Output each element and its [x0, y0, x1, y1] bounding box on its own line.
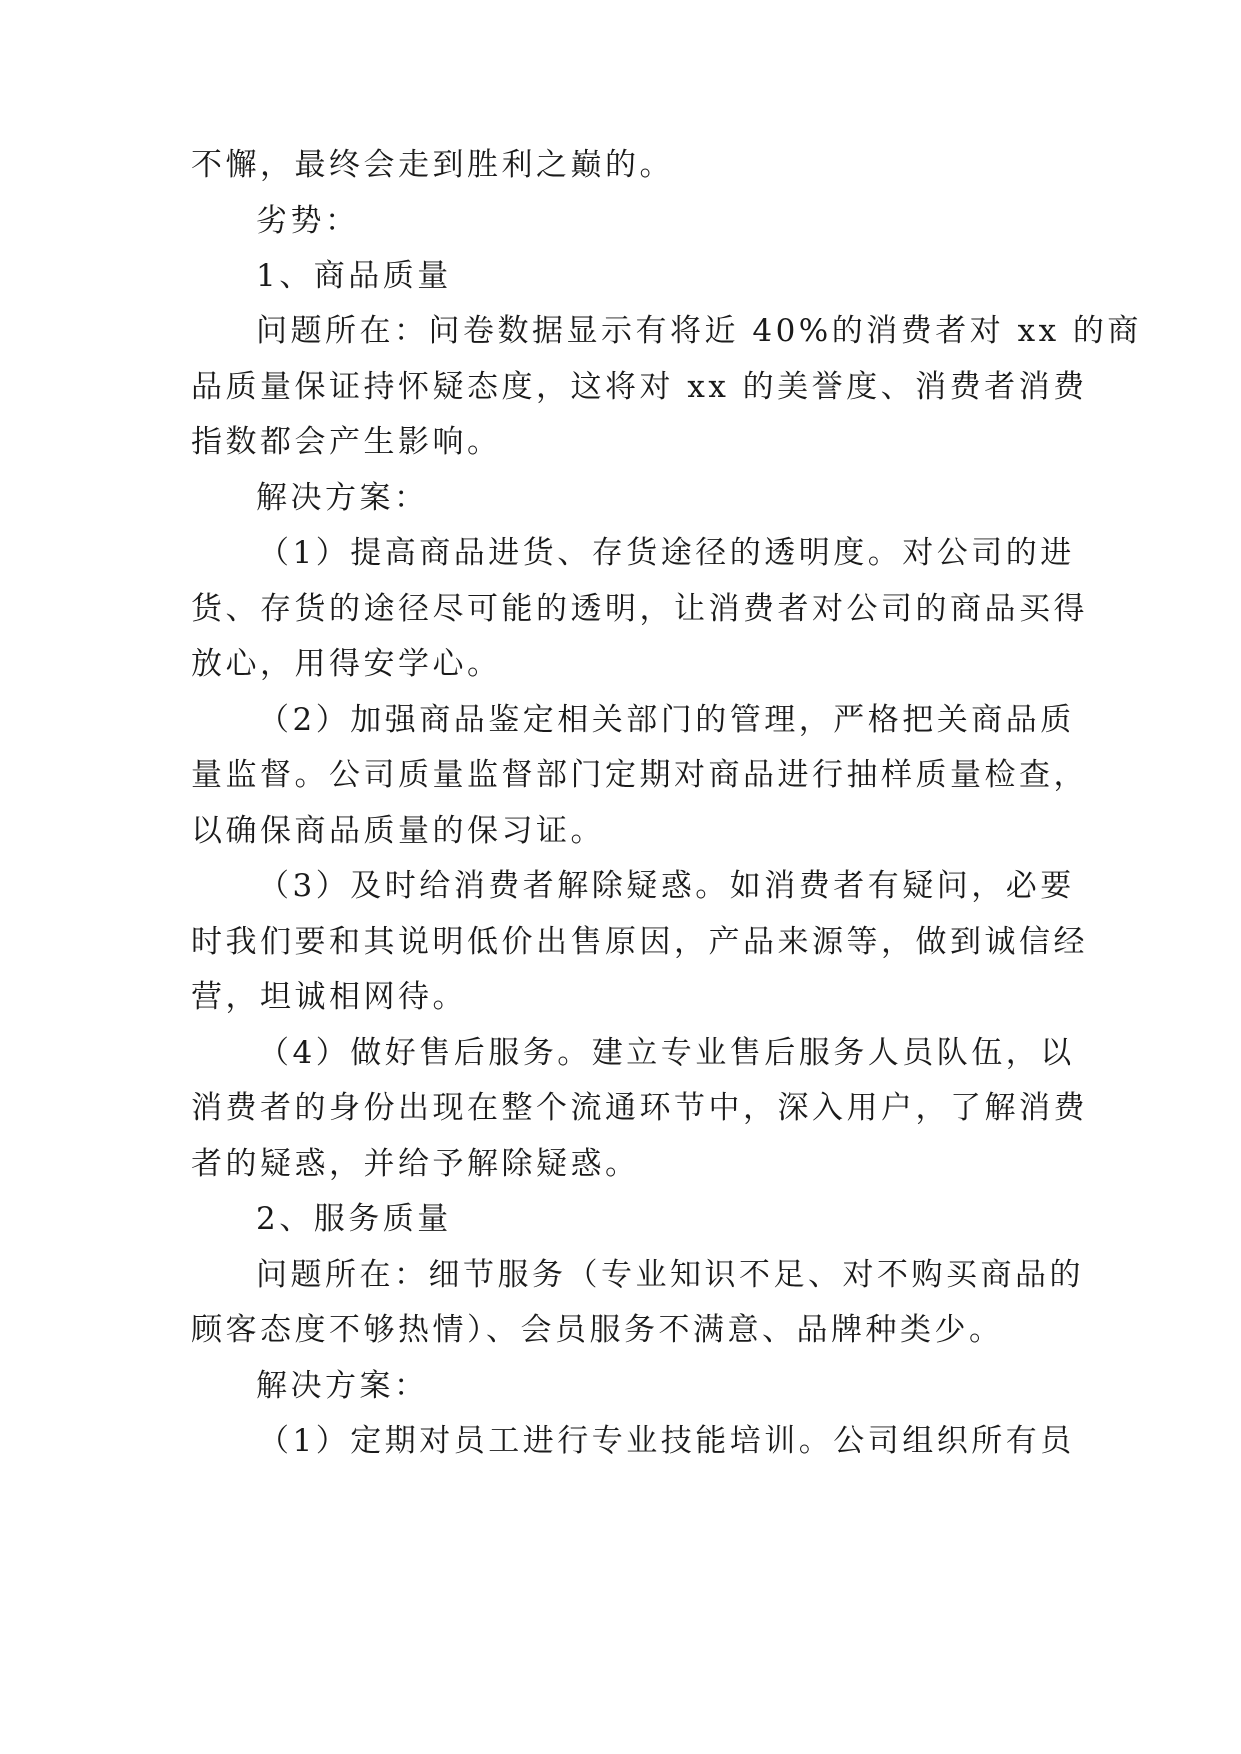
paragraph-line: （1）提高商品进货、存货途径的透明度。对公司的进: [258, 535, 1075, 571]
paragraph-line: 消费者的身份出现在整个流通环节中，深入用户，了解消费: [191, 1090, 1088, 1126]
paragraph-line: 放心，用得安学心。: [191, 646, 502, 682]
paragraph-line: （1）定期对员工进行专业技能培训。公司组织所有员: [258, 1423, 1075, 1459]
paragraph-line: （4）做好售后服务。建立专业售后服务人员队伍，以: [258, 1035, 1075, 1071]
subheading-service-quality: 2、服务质量: [256, 1201, 452, 1237]
section-heading-disadvantages: 劣势：: [256, 203, 360, 239]
paragraph-line: （3）及时给消费者解除疑惑。如消费者有疑问，必要: [258, 868, 1075, 904]
paragraph-line: 时我们要和其说明低价出售原因，产品来源等，做到诚信经: [191, 924, 1088, 960]
paragraph-line: 货、存货的途径尽可能的透明，让消费者对公司的商品买得: [191, 591, 1088, 627]
paragraph-line: 以确保商品质量的保习证。: [191, 813, 605, 849]
subheading-product-quality: 1、商品质量: [256, 258, 452, 294]
paragraph-line: 品质量保证持怀疑态度，这将对 xx 的美誉度、消费者消费: [191, 369, 1088, 405]
paragraph-line: 量监督。公司质量监督部门定期对商品进行抽样质量检查，: [191, 757, 1088, 793]
paragraph-line: 不懈，最终会走到胜利之巅的。: [191, 147, 674, 183]
paragraph-line: 指数都会产生影响。: [191, 424, 502, 460]
solution-heading: 解决方案：: [256, 480, 429, 516]
paragraph-line: （2）加强商品鉴定相关部门的管理，严格把关商品质: [258, 702, 1075, 738]
paragraph-line: 营，坦诚相网待。: [191, 979, 467, 1015]
paragraph-line: 问题所在：问卷数据显示有将近 40%的消费者对 xx 的商: [256, 313, 1142, 349]
paragraph-line: 者的疑惑，并给予解除疑惑。: [191, 1146, 640, 1182]
solution-heading: 解决方案：: [256, 1368, 429, 1404]
paragraph-line: 问题所在：细节服务（专业知识不足、对不购买商品的: [256, 1257, 1084, 1293]
paragraph-line: 顾客态度不够热情）、会员服务不满意、品牌种类少。: [191, 1312, 1004, 1348]
